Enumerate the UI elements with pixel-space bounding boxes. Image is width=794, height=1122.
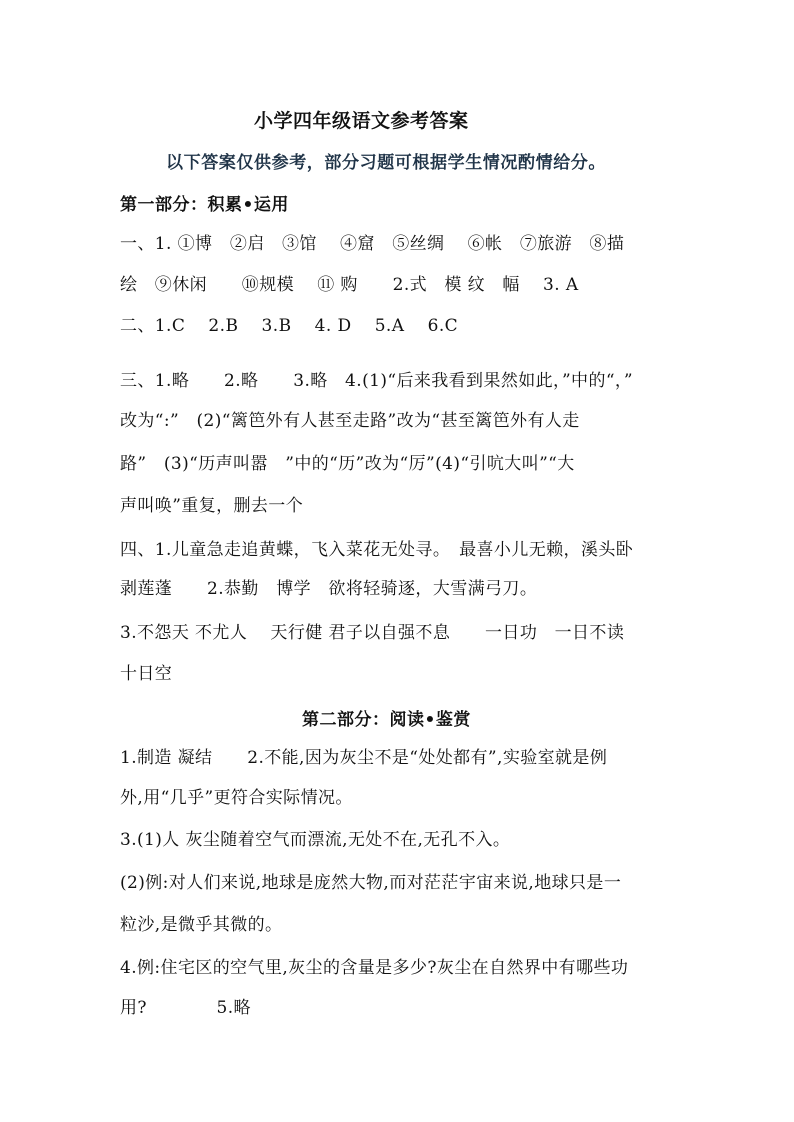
answer-line: 剥莲蓬 2.恭勤 博学 欲将轻骑逐，大雪满弓刀。 <box>120 579 538 599</box>
disclaimer-note: 以下答案仅供参考，部分习题可根据学生情况酌情给分。 <box>166 153 606 173</box>
answer-line: 4.例:住宅区的空气里,灰尘的含量是多少?灰尘在自然界中有哪些功 <box>120 958 629 978</box>
answer-line: 1.制造 凝结 2.不能,因为灰尘不是“处处都有”,实验室就是例 <box>120 748 608 768</box>
answer-line: 粒沙,是微乎其微的。 <box>120 915 283 935</box>
answer-line: 四、1.儿童急走追黄蝶，飞入菜花无处寻。 最喜小儿无赖，溪头卧 <box>120 540 634 560</box>
answer-line: 绘 ⑨休闲 ⑩规模 ⑪ 购 2.式 模 纹 幅 3. A <box>120 275 579 295</box>
answer-line: 声叫唤”重复，删去一个 <box>120 496 304 516</box>
answer-line: 路” (3)“历声叫嚣 ”中的“历”改为“厉”(4)“引吭大叫”“大 <box>120 454 575 474</box>
answer-line: 外,用“几乎”更符合实际情况。 <box>120 788 353 808</box>
answer-line: 改为“:” (2)“篱笆外有人甚至走路”改为“甚至篱笆外有人走 <box>120 411 580 431</box>
part2-heading: 第二部分：阅读•鉴赏 <box>302 710 471 730</box>
part1-heading: 第一部分：积累•运用 <box>120 195 289 215</box>
answer-line: 十日空 <box>120 664 173 684</box>
answer-line: 用? 5.略 <box>120 998 251 1018</box>
answer-line: 一、1. ①博 ②启 ③馆 ④窟 ⑤丝绸 ⑥帐 ⑦旅游 ⑧描 <box>120 234 625 254</box>
answer-line: (2)例:对人们来说,地球是庞然大物,而对茫茫宇宙来说,地球只是一 <box>120 873 622 893</box>
document-title: 小学四年级语文参考答案 <box>254 110 469 132</box>
answer-line: 3.不怨天 不尤人 天行健 君子以自强不息 一日功 一日不读 <box>120 623 625 643</box>
answer-line: 二、1.C 2.B 3.B 4. D 5.A 6.C <box>120 316 459 336</box>
answer-line: 三、1.略 2.略 3.略 4.(1)“后来我看到果然如此，”中的“，” <box>120 371 633 391</box>
answer-line: 3.(1)人 灰尘随着空气而漂流,无处不在,无孔不入。 <box>120 830 511 850</box>
